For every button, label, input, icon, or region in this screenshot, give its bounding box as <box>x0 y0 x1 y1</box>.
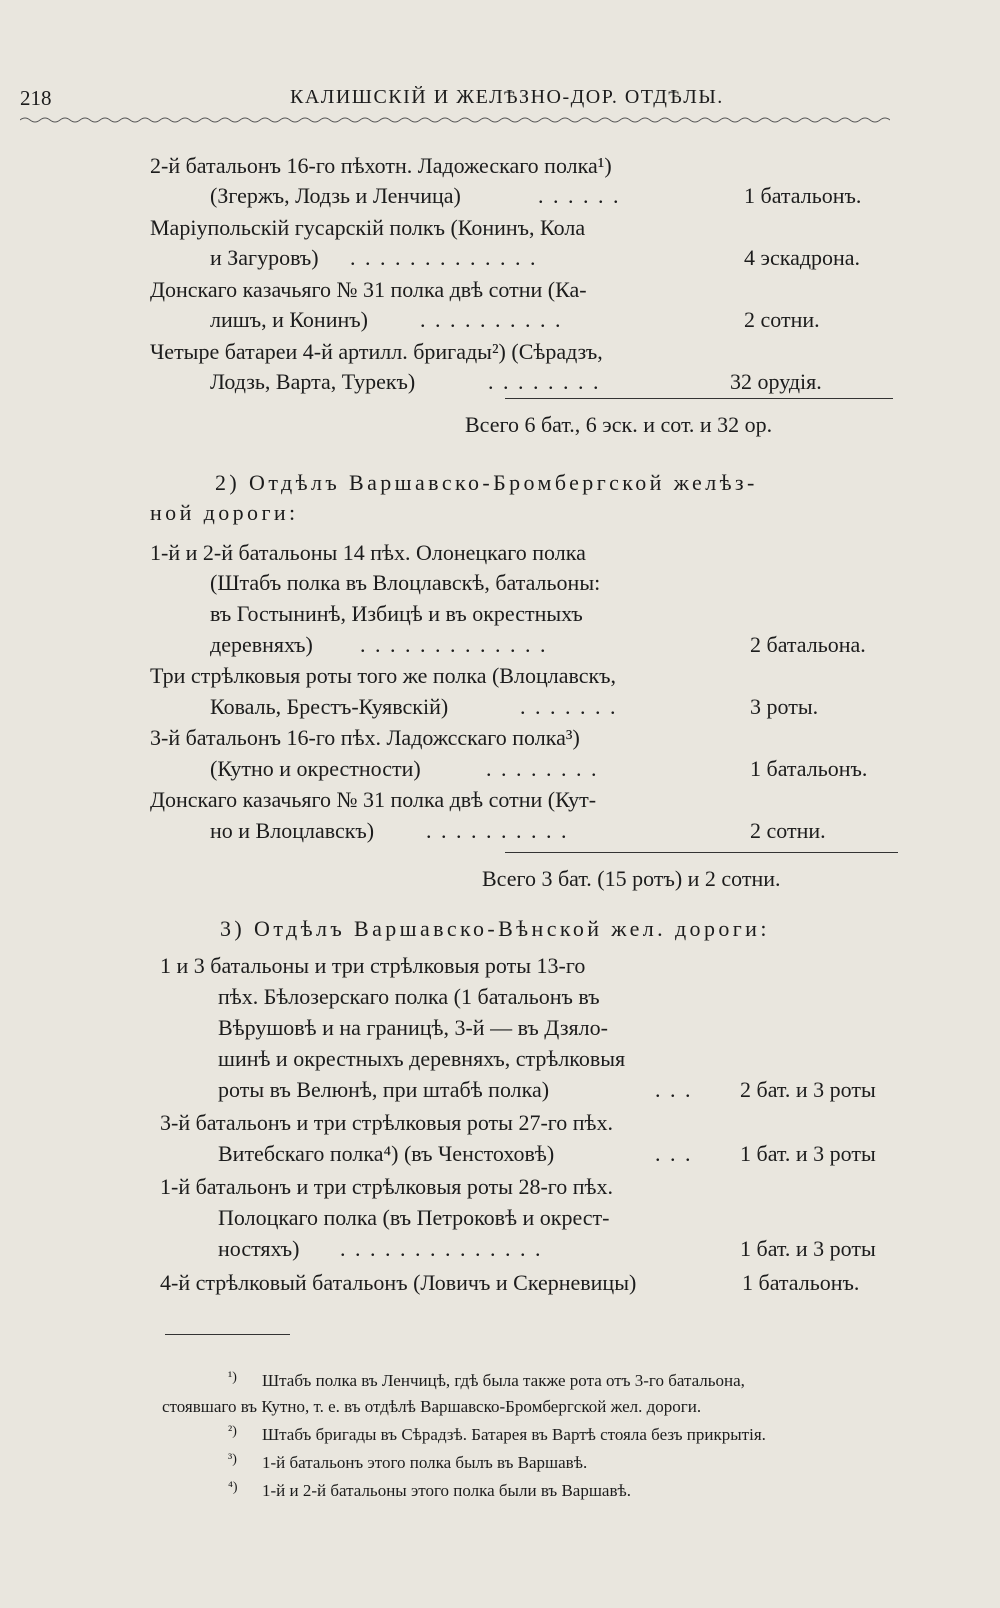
s3-line-6: 3-й батальонъ и три стрѣлковыя роты 27-го пѣх. <box>160 1110 613 1135</box>
total-rule <box>505 852 898 853</box>
footnote-marker-1: ¹) <box>228 1370 237 1385</box>
s3-line-2: пѣх. Бѣлозерскаго полка (1 батальонъ въ <box>218 984 600 1009</box>
footnote-marker-2: ²) <box>228 1424 237 1439</box>
s1-line-1: 2-й батальонъ 16-го пѣхотн. Ладожескаго полка¹) <box>150 153 612 178</box>
s3-line-11: 4-й стрѣлковый батальонъ (Ловичъ и Скерневицы) <box>160 1270 637 1295</box>
leader-dots: . . . . . . . . . . . . . <box>350 245 538 270</box>
s3-line-1: 1 и 3 батальоны и три стрѣлковыя роты 13-го <box>160 953 586 978</box>
total-rule <box>505 398 893 399</box>
s3-value-1: 2 бат. и 3 роты <box>740 1077 876 1102</box>
s3-line-9: Полоцкаго полка (въ Петроковѣ и окрест- <box>218 1205 610 1230</box>
s2-line-2: (Штабъ полка въ Влоцлавскѣ, батальоны: <box>210 570 601 595</box>
leader-dots: . . . <box>655 1141 693 1166</box>
s1-line-3: Маріупольскій гусарскій полкъ (Конинъ, Кола <box>150 215 586 240</box>
leader-dots: . . . <box>655 1077 693 1102</box>
s3-line-8: 1-й батальонъ и три стрѣлковыя роты 28-го пѣх. <box>160 1174 613 1199</box>
s1-line-4: и Загуровъ) <box>210 245 319 270</box>
s1-line-5: Донскаго казачьяго № 31 полка двѣ сотни (Ка- <box>150 277 587 302</box>
s2-value-2: 3 роты. <box>750 694 819 719</box>
s2-heading-1: 2) Отдѣлъ Варшавско-Бромбергской желѣз- <box>215 470 758 495</box>
s2-total: Всего 3 бат. (15 ротъ) и 2 сотни. <box>482 866 781 891</box>
footnote-1-line-1: Штабъ полка въ Ленчицѣ, гдѣ была также рота отъ 3-го батальона, <box>262 1371 745 1390</box>
footnote-marker-4: ⁴) <box>228 1480 238 1495</box>
s2-line-1: 1-й и 2-й батальоны 14 пѣх. Олонецкаго полка <box>150 540 586 565</box>
header-wavy-rule <box>20 116 890 124</box>
footnote-2: Штабъ бригады въ Сѣрадзѣ. Батарея въ Вартѣ стояла безъ прикрытія. <box>262 1425 766 1444</box>
s3-value-4: 1 батальонъ. <box>742 1270 860 1295</box>
s3-line-10: ностяхъ) <box>218 1236 300 1261</box>
s3-line-5: роты въ Велюнѣ, при штабѣ полка) <box>218 1077 550 1102</box>
leader-dots: . . . . . . <box>538 183 621 208</box>
leader-dots: . . . . . . . . . . . . . <box>360 632 548 657</box>
s1-line-8: Лодзь, Варта, Турекъ) <box>210 369 416 394</box>
s1-value-2: 4 эскадрона. <box>744 245 861 270</box>
footnote-4: 1-й и 2-й батальоны этого полка были въ Варшавѣ. <box>262 1481 631 1500</box>
s2-line-4: деревняхъ) <box>210 632 313 657</box>
footnote-3: 1-й батальонъ этого полка былъ въ Варшавѣ. <box>262 1453 588 1472</box>
s1-total: Всего 6 бат., 6 эск. и сот. и 32 ор. <box>465 412 773 437</box>
s2-value-4: 2 сотни. <box>750 818 826 843</box>
s1-value-1: 1 батальонъ. <box>744 183 862 208</box>
s1-value-4: 32 орудія. <box>730 369 822 394</box>
s1-line-6: лишъ, и Конинъ) <box>210 307 368 332</box>
s2-line-9: Донскаго казачьяго № 31 полка двѣ сотни (Кут- <box>150 787 597 812</box>
running-title: КАЛИШСКІЙ И ЖЕЛѢЗНО-ДОР. ОТДѢЛЫ. <box>290 86 724 108</box>
leader-dots: . . . . . . . . . . <box>426 818 569 843</box>
s2-value-3: 1 батальонъ. <box>750 756 868 781</box>
s1-line-7: Четыре батареи 4-й артилл. бригады²) (Сѣрадзъ, <box>150 339 603 364</box>
s3-line-3: Вѣрушовѣ и на границѣ, 3-й — въ Дзяло- <box>218 1015 608 1040</box>
leader-dots: . . . . . . . . . . <box>420 307 563 332</box>
s3-line-7: Витебскаго полка⁴) (въ Ченстоховѣ) <box>218 1141 555 1166</box>
s2-value-1: 2 батальона. <box>750 632 866 657</box>
s2-line-10: но и Влоцлавскъ) <box>210 818 375 843</box>
leader-dots: . . . . . . . . <box>488 369 601 394</box>
s3-heading: 3) Отдѣлъ Варшавско-Вѣнской жел. дороги: <box>220 916 770 941</box>
leader-dots: . . . . . . . <box>520 694 618 719</box>
s1-value-3: 2 сотни. <box>744 307 820 332</box>
footnote-marker-3: ³) <box>228 1452 237 1467</box>
s2-line-5: Три стрѣлковыя роты того же полка (Влоцлавскъ, <box>150 663 617 688</box>
s1-line-2: (Згержъ, Лодзь и Ленчица) <box>210 183 461 208</box>
s3-line-4: шинѣ и окрестныхъ деревняхъ, стрѣлковыя <box>218 1046 626 1071</box>
s2-line-3: въ Гостынинѣ, Избицѣ и въ окрестныхъ <box>210 601 583 626</box>
s2-line-8: (Кутно и окрестности) <box>210 756 421 781</box>
s3-value-3: 1 бат. и 3 роты <box>740 1236 876 1261</box>
leader-dots: . . . . . . . . . . . . . . <box>340 1236 543 1261</box>
footnote-1-line-2: стоявшаго въ Кутно, т. е. въ отдѣлѣ Варшавско-Бромбергской жел. дороги. <box>162 1397 702 1416</box>
s2-line-7: 3-й батальонъ 16-го пѣх. Ладожсскаго полка³) <box>150 725 580 750</box>
footnote-rule <box>165 1334 290 1335</box>
leader-dots: . . . . . . . . <box>486 756 599 781</box>
s2-line-6: Коваль, Брестъ-Куявскій) <box>210 694 449 719</box>
s3-value-2: 1 бат. и 3 роты <box>740 1141 876 1166</box>
page-number: 218 <box>20 86 52 110</box>
s2-heading-2: ной дороги: <box>150 500 299 525</box>
